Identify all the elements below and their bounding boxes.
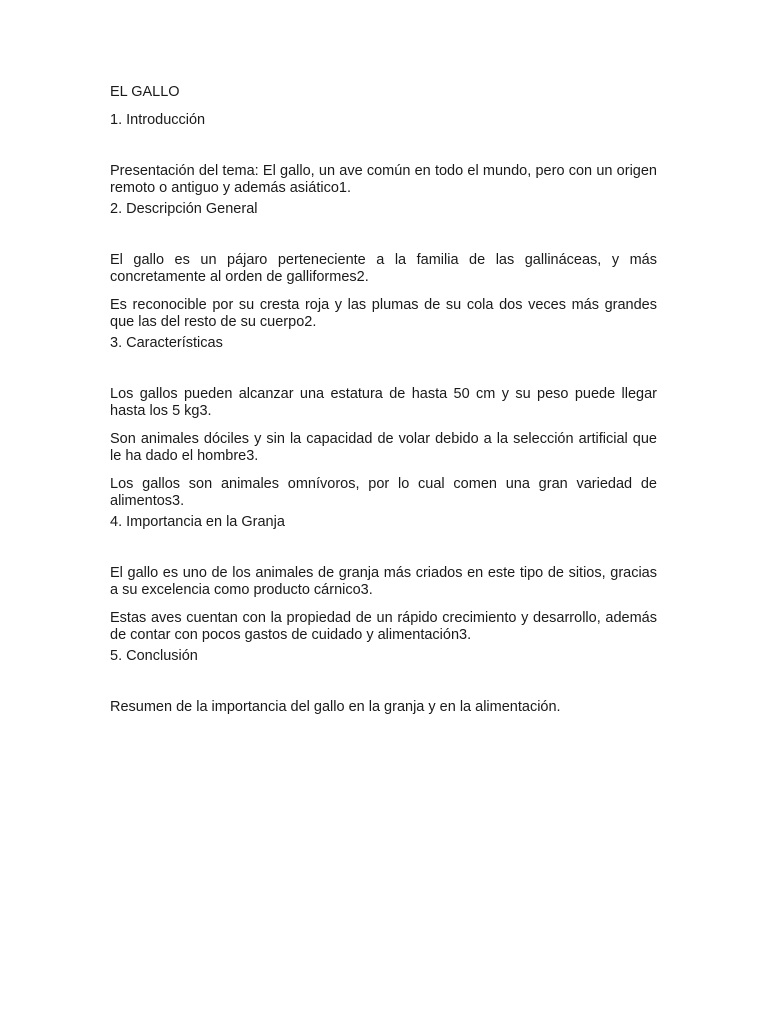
paragraph: Son animales dóciles y sin la capacidad de volar debido a la selección artificial que le ha dado el hombre3. (110, 431, 657, 464)
section-introduccion (110, 112, 657, 197)
paragraph: Es reconocible por su cresta roja y las plumas de su cola dos veces más grandes que las del resto de su cuerpo2. (110, 297, 657, 330)
paragraph: El gallo es un pájaro perteneciente a la familia de las gallináceas, y más concretamente al orden de galliformes2. (110, 252, 657, 285)
section-heading: 4. Importancia en la Granja (110, 514, 285, 530)
section-heading: 3. Características (110, 335, 223, 351)
section-body (110, 129, 657, 197)
section-heading: 1. Introducción (110, 112, 206, 128)
document-content (110, 84, 657, 716)
paragraph: Los gallos son animales omnívoros, por lo cual comen una gran variedad de alimentos3. (110, 476, 657, 509)
section-caracteristicas (110, 335, 657, 510)
paragraph: Presentación del tema: El gallo, un ave común en todo el mundo, pero con un origen remoto o antiguo y además asiático1. (110, 163, 657, 196)
section-body (110, 665, 657, 716)
paragraph: Resumen de la importancia del gallo en la granja y en la alimentación. (110, 699, 561, 715)
section-body (110, 531, 657, 644)
document-title: EL GALLO (110, 84, 180, 100)
section-body (110, 218, 657, 331)
section-heading: 2. Descripción General (110, 201, 258, 217)
section-conclusion (110, 648, 657, 716)
paragraph: El gallo es uno de los animales de granja más criados en este tipo de sitios, gracias a su excelencia como producto cárnico3. (110, 565, 657, 598)
paragraph: Estas aves cuentan con la propiedad de un rápido crecimiento y desarrollo, además de contar con pocos gastos de cuidado y alimentación3. (110, 610, 657, 643)
section-body (110, 352, 657, 510)
paragraph: Los gallos pueden alcanzar una estatura de hasta 50 cm y su peso puede llegar hasta los 5 kg3. (110, 386, 657, 419)
section-heading: 5. Conclusión (110, 648, 198, 664)
section-descripcion-general (110, 201, 657, 331)
section-importancia-granja (110, 514, 657, 644)
